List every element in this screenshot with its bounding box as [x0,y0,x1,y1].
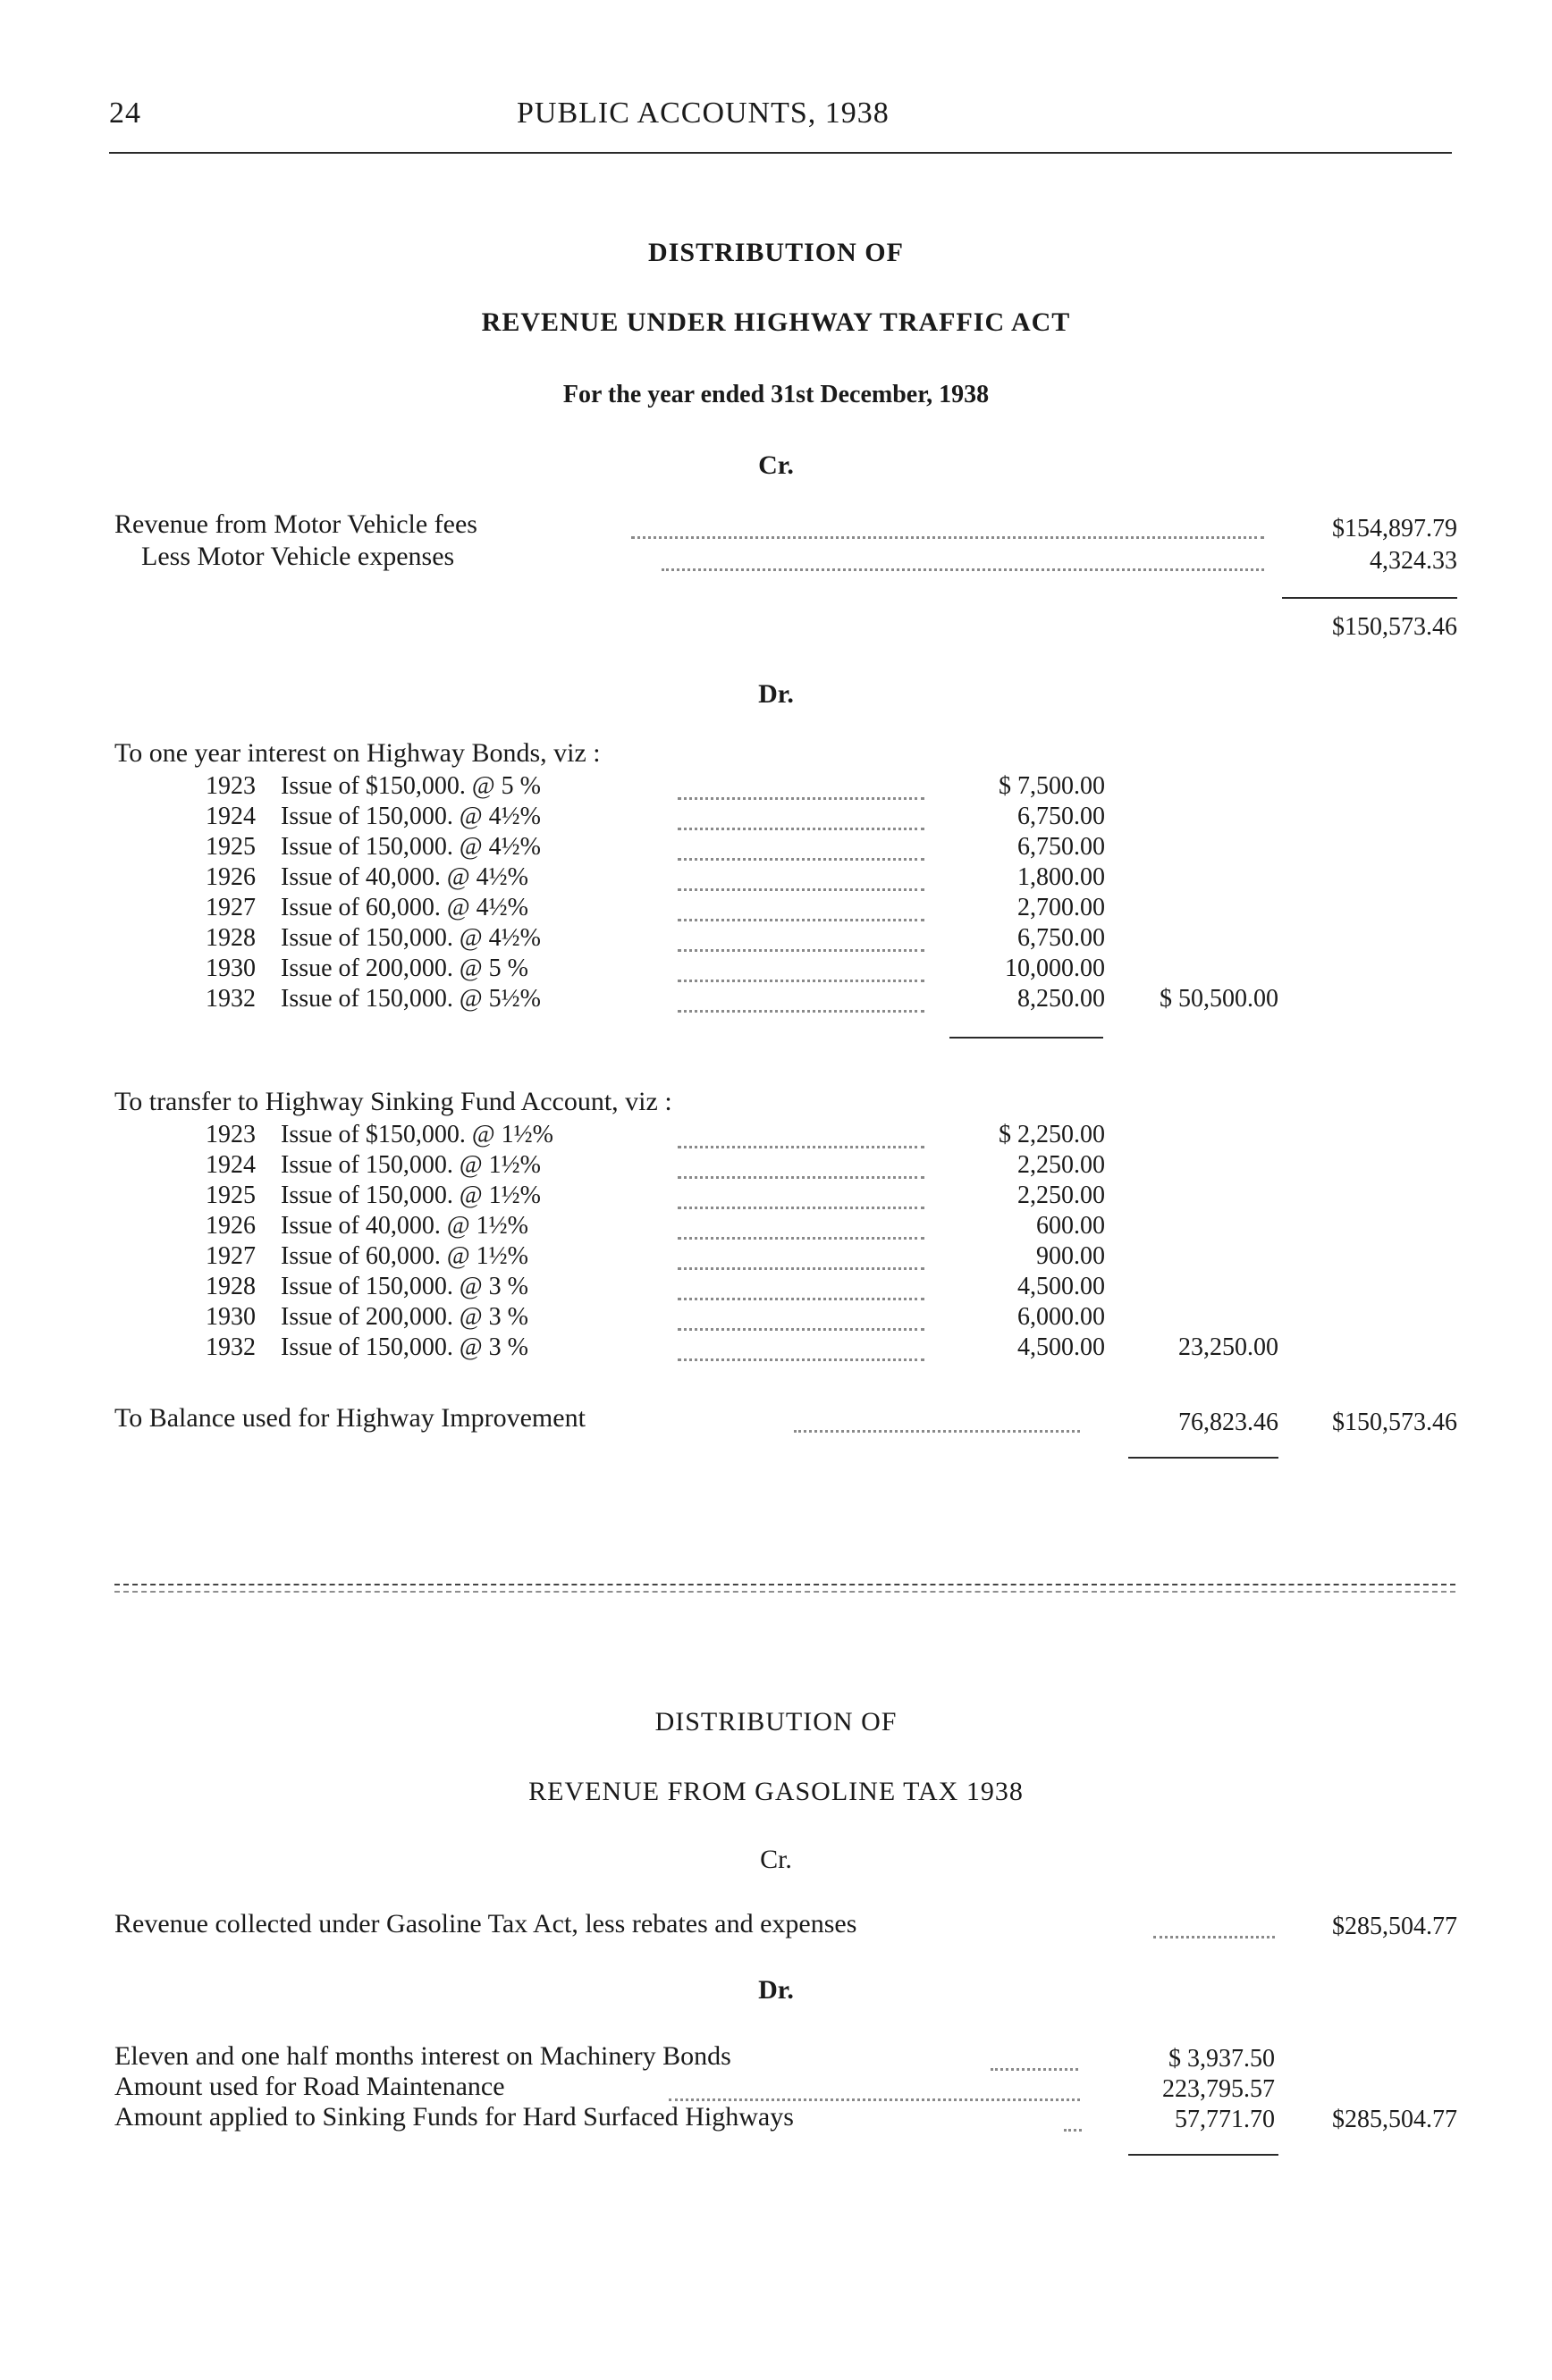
sinking-year: 1923 [206,1121,256,1148]
leader-dots [631,517,1264,539]
sinking-amount: 6,000.00 [1017,1303,1105,1331]
sinking-year: 1930 [206,1303,256,1331]
interest-issue: Issue of 150,000. @ 5½% [281,985,541,1013]
header-rule [109,152,1452,154]
interest-issue: Issue of 150,000. @ 4½% [281,803,541,830]
section2-cr-label: Cr. [760,1845,792,1874]
gas-cr-label: Revenue collected under Gasoline Tax Act, less rebates and expenses [114,1909,857,1938]
leader-dots [678,1156,924,1179]
cr-total: $150,573.46 [1332,613,1457,641]
interest-amount: 2,700.00 [1017,894,1105,921]
section1-grand-total: $150,573.46 [1332,1409,1457,1436]
leader-dots [678,1217,924,1240]
leader-dots [678,1248,924,1270]
gas-dr-amount: 57,771.70 [1175,2106,1275,2133]
sinking-year: 1928 [206,1273,256,1300]
sinking-amount: 600.00 [1036,1212,1105,1240]
interest-year: 1932 [206,985,256,1013]
section2-grand-total: $285,504.77 [1332,2106,1457,2133]
sinking-issue: Issue of 60,000. @ 1½% [281,1242,528,1270]
cr-row-amount: $154,897.79 [1332,515,1457,542]
interest-year: 1923 [206,772,256,800]
gas-dr-label: Amount applied to Sinking Funds for Hard Surfaced Highways [114,2102,794,2132]
leader-dots [678,1278,924,1300]
leader-dots [678,869,924,891]
sinking-issue: Issue of 200,000. @ 3 % [281,1303,528,1331]
section-separator [114,1591,1455,1593]
interest-issue: Issue of 150,000. @ 4½% [281,924,541,952]
section-separator [114,1584,1455,1585]
interest-issue: Issue of 200,000. @ 5 % [281,955,528,982]
interest-amount: 1,800.00 [1017,863,1105,891]
sinking-amount: 4,500.00 [1017,1333,1105,1361]
interest-rule [949,1037,1103,1039]
interest-heading: To one year interest on Highway Bonds, viz : [114,738,601,768]
leader-dots [669,2079,1080,2101]
sinking-amount: 2,250.00 [1017,1182,1105,1209]
sinking-amount: 900.00 [1036,1242,1105,1270]
leader-dots [1064,2109,1082,2132]
cr-row-amount: 4,324.33 [1370,547,1457,575]
gas-dr-amount: $ 3,937.50 [1168,2045,1275,2073]
interest-amount: 6,750.00 [1017,803,1105,830]
balance-amount: 76,823.46 [1178,1409,1278,1436]
interest-amount: 6,750.00 [1017,833,1105,861]
interest-issue: Issue of 150,000. @ 4½% [281,833,541,861]
interest-year: 1926 [206,863,256,891]
interest-issue: Issue of $150,000. @ 5 % [281,772,541,800]
interest-year: 1925 [206,833,256,861]
interest-subtotal: $ 50,500.00 [1160,985,1278,1013]
leader-dots [794,1410,1080,1433]
sinking-amount: 4,500.00 [1017,1273,1105,1300]
balance-label: To Balance used for Highway Improvement [114,1403,586,1433]
section2-title-line2: REVENUE FROM GASOLINE TAX 1938 [528,1777,1024,1806]
interest-year: 1927 [206,894,256,921]
section2-total-rule [1128,2154,1278,2156]
leader-dots [678,1308,924,1331]
page-number: 24 [109,97,141,130]
sinking-amount: 2,250.00 [1017,1151,1105,1179]
running-title: PUBLIC ACCOUNTS, 1938 [517,97,890,130]
leader-dots [662,549,1264,571]
leader-dots [1153,1916,1275,1938]
leader-dots [678,929,924,952]
sinking-year: 1924 [206,1151,256,1179]
leader-dots [678,838,924,861]
sinking-year: 1926 [206,1212,256,1240]
sinking-issue: Issue of 150,000. @ 3 % [281,1333,528,1361]
gas-cr-amount: $285,504.77 [1332,1913,1457,1940]
section2-dr-label: Dr. [758,1975,794,2005]
sinking-amount: $ 2,250.00 [999,1121,1105,1148]
sinking-issue: Issue of 150,000. @ 1½% [281,1151,541,1179]
sinking-year: 1927 [206,1242,256,1270]
leader-dots [678,1126,924,1148]
sinking-year: 1932 [206,1333,256,1361]
cr-row-label: Less Motor Vehicle expenses [141,542,455,571]
cr-row-label: Revenue from Motor Vehicle fees [114,509,477,539]
section2-title-line1: DISTRIBUTION OF [654,1707,898,1737]
interest-amount: 6,750.00 [1017,924,1105,952]
leader-dots [678,808,924,830]
interest-amount: 8,250.00 [1017,985,1105,1013]
gas-dr-label: Eleven and one half months interest on Machinery Bonds [114,2041,731,2071]
leader-dots [678,990,924,1013]
gas-dr-label: Amount used for Road Maintenance [114,2072,505,2101]
leader-dots [991,2048,1078,2071]
interest-issue: Issue of 60,000. @ 4½% [281,894,528,921]
section1-subtitle: For the year ended 31st December, 1938 [562,381,990,408]
sinking-year: 1925 [206,1182,256,1209]
section1-title-line1: DISTRIBUTION OF [648,238,904,267]
section1-title-line2: REVENUE UNDER HIGHWAY TRAFFIC ACT [481,307,1071,337]
interest-issue: Issue of 40,000. @ 4½% [281,863,528,891]
section1-cr-label: Cr. [758,450,794,480]
interest-year: 1930 [206,955,256,982]
sinking-heading: To transfer to Highway Sinking Fund Account, viz : [114,1087,672,1116]
leader-dots [678,899,924,921]
gas-dr-amount: 223,795.57 [1162,2075,1275,2103]
sinking-issue: Issue of 150,000. @ 3 % [281,1273,528,1300]
balance-rule [1128,1457,1278,1459]
sinking-subtotal: 23,250.00 [1178,1333,1278,1361]
cr-total-rule [1282,597,1457,599]
interest-year: 1928 [206,924,256,952]
section1-dr-label: Dr. [758,679,794,709]
interest-amount: $ 7,500.00 [999,772,1105,800]
sinking-issue: Issue of $150,000. @ 1½% [281,1121,553,1148]
interest-amount: 10,000.00 [1005,955,1105,982]
interest-year: 1924 [206,803,256,830]
leader-dots [678,960,924,982]
leader-dots [678,1187,924,1209]
sinking-issue: Issue of 150,000. @ 1½% [281,1182,541,1209]
sinking-issue: Issue of 40,000. @ 1½% [281,1212,528,1240]
leader-dots [678,1339,924,1361]
leader-dots [678,778,924,800]
